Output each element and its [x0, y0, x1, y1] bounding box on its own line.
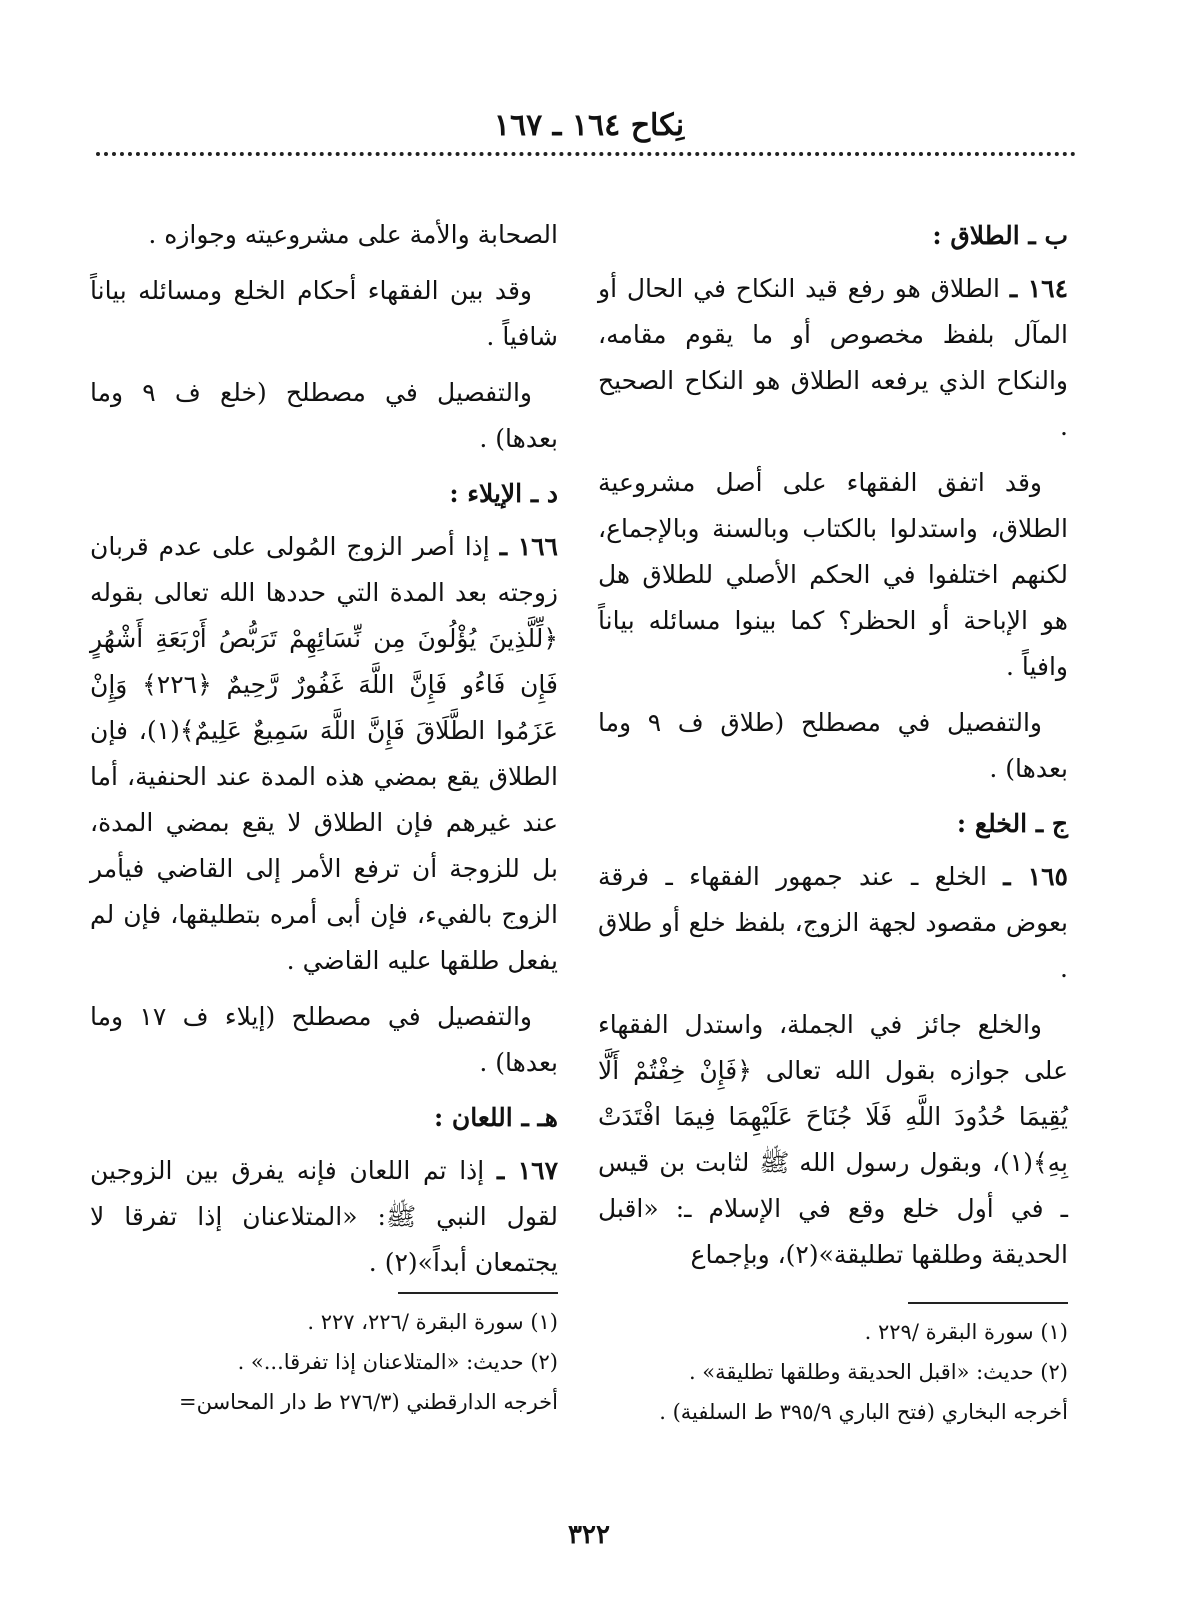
paragraph-text: إذا أصر الزوج المُولى على عدم قربان زوجته بعد المدة التي حددها الله تعالى بقوله ﴿لِّلَّذِينَ يُؤْلُونَ مِن نِّسَائِهِمْ تَرَبُّصُ أَرْبَعَةِ أَشْهُرٍ فَإِن فَاءُو فَإِنَّ اللَّهَ غَفُورٌ رَّحِيمٌ ﴿٢٢٦﴾ وَإِنْ عَزَمُوا الطَّلَاقَ فَإِنَّ اللَّهَ سَمِيعٌ عَلِيمٌ﴾(١)، فإن الطلاق يقع بمضي هذه المدة عند الحنفية، أما عند غيرهم فإن الطلاق لا يقع بمضي المدة، بل للزوجة أن ترفع الأمر إلى القاضي فيأمر الزوج بالفيء، فإن أبى أمره بتطليقها، فإن لم يفعل طلقها عليه القاضي .	[90, 532, 559, 975]
right-column	[598, 212, 1068, 1288]
paragraph-166	[90, 524, 558, 984]
paragraph-text: الخلع ـ عند جمهور الفقهاء ـ فرقة بعوض مقصود لجهة الزوج، بلفظ خلع أو طلاق .	[598, 862, 1068, 983]
paragraph-165-d: وقد بين الفقهاء أحكام الخلع ومسائله بياناً شافياً .	[90, 276, 558, 351]
left-column	[90, 212, 558, 1296]
paragraph-166-b: والتفصيل في مصطلح (إيلاء ف ١٧ وما بعدها) .	[90, 1002, 558, 1077]
page-header-title: نِكاح ١٦٤ ـ ١٦٧	[493, 108, 685, 143]
paragraph-165	[598, 854, 1068, 992]
paragraph-164	[598, 266, 1068, 450]
footnote-1: (١) سورة البقرة /٢٢٩ .	[864, 1320, 1068, 1344]
footnote-separator	[398, 1292, 558, 1294]
paragraph-number: ١٦٦ ـ	[499, 532, 558, 561]
paragraph-165-b: والخلع جائز في الجملة، واستدل الفقهاء على جوازه بقول الله تعالى ﴿فَإِنْ خِفْتُمْ أَلَّا يُقِيمَا حُدُودَ اللَّهِ فَلَا جُنَاحَ عَلَيْهِمَا فِيمَا افْتَدَتْ بِهِ﴾(١)، وبقول رسول الله ﷺ لثابت بن قيس ـ في أول خلع وقع في الإسلام ـ: «اقبل الحديقة وطلقها تطليقة»(٢)، وبإجماع	[598, 1010, 1068, 1269]
footnotes-left	[90, 1292, 558, 1424]
footnote-2-source: أخرجه الدارقطني (٢٧٦/٣ ط دار المحاسن=	[178, 1390, 558, 1414]
header-dotted-rule	[96, 152, 1076, 156]
section-heading-lian: هـ ـ اللعان :	[433, 1103, 558, 1132]
footnote-2-source: أخرجه البخاري (فتح الباري ٣٩٥/٩ ط السلفية) .	[659, 1400, 1068, 1424]
paragraph-164-c: والتفصيل في مصطلح (طلاق ف ٩ وما بعدها) .	[598, 708, 1068, 783]
footnote-2: (٢) حديث: «اقبل الحديقة وطلقها تطليقة» .	[688, 1360, 1068, 1384]
paragraph-text: إذا تم اللعان فإنه يفرق بين الزوجين لقول النبي ﷺ: «المتلاعنان إذا تفرقا لا يجتمعان أبداً»(٢) .	[90, 1156, 558, 1277]
section-heading-khul: ج ـ الخلع :	[956, 809, 1068, 838]
paragraph-167	[90, 1148, 558, 1286]
paragraph-number: ١٦٧ ـ	[496, 1156, 559, 1185]
footnotes-right	[598, 1302, 1068, 1434]
footnote-1: (١) سورة البقرة /٢٢٦، ٢٢٧ .	[307, 1310, 558, 1334]
footnote-2: (٢) حديث: «المتلاعنان إذا تفرقا...» .	[237, 1350, 558, 1374]
section-heading-talaq: ب ـ الطلاق :	[932, 221, 1068, 250]
paragraph-text: الطلاق هو رفع قيد النكاح في الحال أو المآل بلفظ مخصوص أو ما يقوم مقامه، والنكاح الذي يرفعه الطلاق هو النكاح الصحيح .	[598, 274, 1068, 441]
paragraph-165-e: والتفصيل في مصطلح (خلع ف ٩ وما بعدها) .	[90, 378, 558, 453]
page-number: ٣٢٢	[568, 1520, 610, 1550]
paragraph-number: ١٦٥ ـ	[1003, 862, 1068, 891]
paragraph-number: ١٦٤ ـ	[1009, 274, 1069, 303]
section-heading-ila: د ـ الإيلاء :	[449, 479, 558, 508]
paragraph-164-b: وقد اتفق الفقهاء على أصل مشروعية الطلاق، واستدلوا بالكتاب وبالسنة وبالإجماع، لكنهم اختلفوا في الحكم الأصلي للطلاق هل هو الإباحة أو الحظر؟ كما بينوا مسائله بياناً وافياً .	[598, 468, 1068, 681]
paragraph-165-c: الصحابة والأمة على مشروعيته وجوازه .	[148, 220, 558, 249]
footnote-separator	[908, 1302, 1068, 1304]
